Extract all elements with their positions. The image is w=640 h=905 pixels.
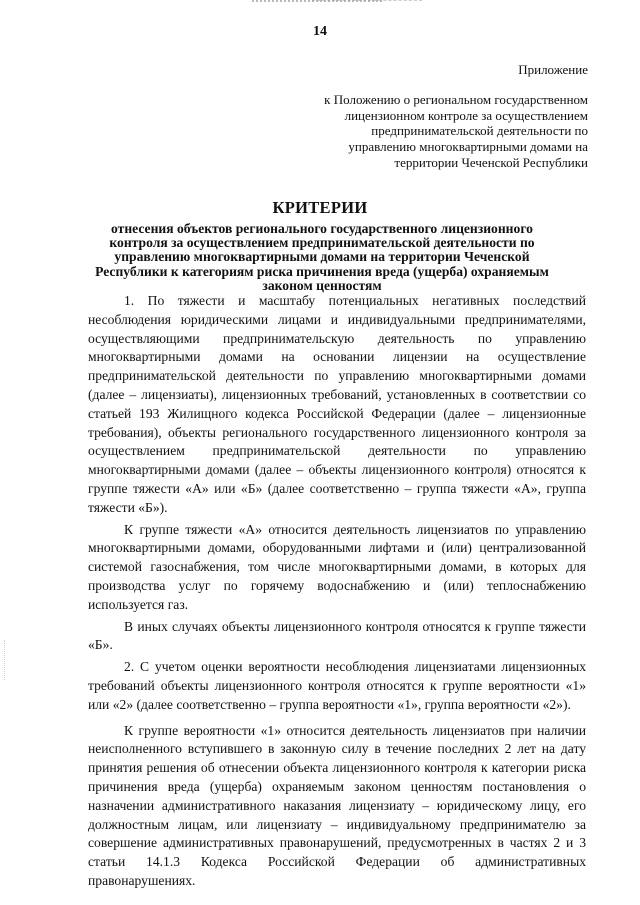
appendix-line: территории Чеченской Республики <box>394 154 588 170</box>
document-body <box>88 292 586 891</box>
appendix-heading: Приложение <box>518 62 588 77</box>
paragraph-4: 2. С учетом оценки вероятности несоблюдения лицензиатами лицензионных требований объекты лицензионного контроля относятся к группе вероятности «1» или «2» (далее соответственно – группа вероятности «1», группа вероятности «2»). <box>88 659 586 712</box>
appendix-block <box>298 62 588 171</box>
appendix-line: предпринимательской деятельности по <box>371 123 588 139</box>
paragraph-5: К группе вероятности «1» относится деятельность лицензиатов при наличии неисполненного вступившего в законную силу в течение последних 2 лет на дату принятия решения об отнесении объекта лицензионного контроля к категории риска причинения вреда (ущерба) охраняемым законом ценностям постановления о назначении административного наказания лицензиату – юридическому лицу, его должностным лицам, или лицензиату – индивидуальному предпринимателю за совершение административных правонарушений, предусмотренных в частях 2 и 3 статьи 14.1.3 Кодекса Российской Федерации об административных правонарушениях. <box>88 722 586 888</box>
document-subtitle: отнесения объектов регионального государственного лицензионного контроля за осуществлением предпринимательской деятельности по управлению многоквартирными домами на территории Чеченской Республики к категориям риска причинения вреда (ущерба) охраняемым законом ценностям <box>95 221 549 293</box>
appendix-line: к Положению о региональном государственном <box>324 91 588 107</box>
scan-artifact-top-right <box>312 0 422 4</box>
document-title: КРИТЕРИИ <box>272 198 368 217</box>
paragraph-3: В иных случаях объекты лицензионного контроля относятся к группе тяжести «Б». <box>88 618 586 653</box>
page-number: 14 <box>313 24 327 39</box>
appendix-line: управлению многоквартирными домами на <box>348 139 588 155</box>
paragraph-1: 1. По тяжести и масштабу потенциальных негативных последствий несоблюдения юридическими лицами и индивидуальными предпринимателями, осуществляющими предпринимательскую деятельность по управлению многоквартирными домами на основании лицензии на осуществление предпринимательской деятельности по управлению многоквартирными домами (далее – лицензиаты), лицензионных требований, установленных в соответствии со статьей 193 Жилищного кодекса Российской Федерации (далее – лицензионные требования), объекты регионального государственного лицензионного контроля за осуществлением предпринимательской деятельности по управлению многоквартирными домами (далее – объекты лицензионного контроля) относятся к группе тяжести «А» или «Б» (далее соответственно – группа тяжести «А», группа тяжести «Б»). <box>88 293 586 515</box>
appendix-line: лицензионном контроле за осуществлением <box>344 107 588 123</box>
paragraph-2: К группе тяжести «А» относится деятельность лицензиатов по управлению многоквартирными домами, оборудованными лифтами и (или) централизованной системой газоснабжения, том числе многоквартирными домами, в которых для производства услуг по горячему водоснабжению и (или) теплоснабжению используется газ. <box>88 521 586 612</box>
scan-artifact-margin <box>4 640 9 680</box>
